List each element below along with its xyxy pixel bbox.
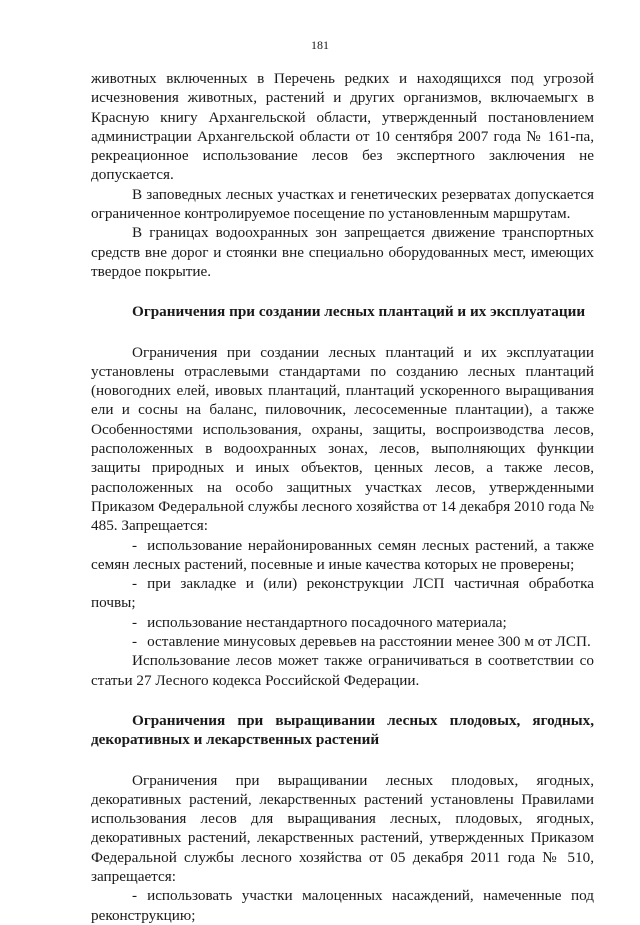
list-item-text: использовать участки малоценных насаждений, намеченные под реконструкцию; <box>91 887 594 924</box>
list-item-text: использование нерайонированных семян лесных растений, а также семян лесных растений, посевные и иные качества которых не проверены; <box>91 536 594 573</box>
paragraph-cultivation-intro: Ограничения при выращивании лесных плодовых, ягодных, декоративных растений, лекарственных растений установлены Правилами использования лесов для выращивания лесных, плодовых, ягодных, декоративных растений, лекарственных растений, утвержденных Приказом Федеральной службы лесного хозяйства от 05 декабря 2011 года № 510, запрещается: <box>91 771 594 885</box>
list-dash: - <box>132 887 138 905</box>
list-item <box>91 613 594 632</box>
section-heading-cultivation: Ограничения при выращивании лесных плодовых, ягодных, декоративных и лекарственных растений <box>91 711 594 749</box>
list-dash: - <box>132 613 138 631</box>
list-item <box>91 536 594 575</box>
section-heading-plantations: Ограничения при создании лесных плантаций и их эксплуатации <box>132 303 586 321</box>
list-item-text: при закладке и (или) реконструкции ЛСП частичная обработка почвы; <box>91 575 594 612</box>
list-item <box>91 886 594 925</box>
paragraph-plantations-intro: Ограничения при создании лесных плантаций и их эксплуатации установлены отраслевыми стандартами по созданию лесных плантаций (новогодних елей, ивовых плантаций, плантаций ускоренного выращивания ели и сосны на баланс, пиловочник, лесосеменные плантации), а также Особенностями использования, охраны, защиты, воспроизводства лесов, расположенных в водоохранных зонах, лесов, выполняющих функции защиты природных и иных объектов, ценных лесов, а также лесов, расположенных на особо защитных участках лесов, утвержденными Приказом Федеральной службы лесного хозяйства от 14 декабря 2010 года № 485. Запрещается: <box>91 343 594 535</box>
list-dash: - <box>132 575 138 593</box>
list-dash: - <box>132 536 138 554</box>
list-item-text: использование нестандартного посадочного материала; <box>147 613 507 631</box>
paragraph-plantations-outro: Использование лесов может также ограничиваться в соответствии со статьи 27 Лесного кодекса Российской Федерации. <box>91 652 594 689</box>
paragraph-continued: животных включенных в Перечень редких и находящихся под угрозой исчезновения животных, растений и других организмов, включаемыгх в Красную книгу Архангельской области, утвержденный постановлением администрации Архангельской области от 10 сентября 2007 года № 161-па, рекреационное использование лесов без экспертного заключения не допускается. <box>91 70 594 184</box>
page-body <box>91 69 594 925</box>
list-dash: - <box>132 633 138 651</box>
page-number: 181 <box>311 38 329 52</box>
paragraph-reserves: В заповедных лесных участках и генетических резерватах допускается ограниченное контролируемое посещение по установленным маршрутам. <box>91 185 594 223</box>
list-item <box>91 574 594 613</box>
paragraph-water-zones: В границах водоохранных зон запрещается движение транспортных средств вне дорог и стоянки вне специально оборудованных мест, имеющих твердое покрытие. <box>91 224 594 280</box>
list-item <box>91 632 594 651</box>
list-item-text: оставление минусовых деревьев на расстоянии менее 300 м от ЛСП. <box>147 633 591 651</box>
